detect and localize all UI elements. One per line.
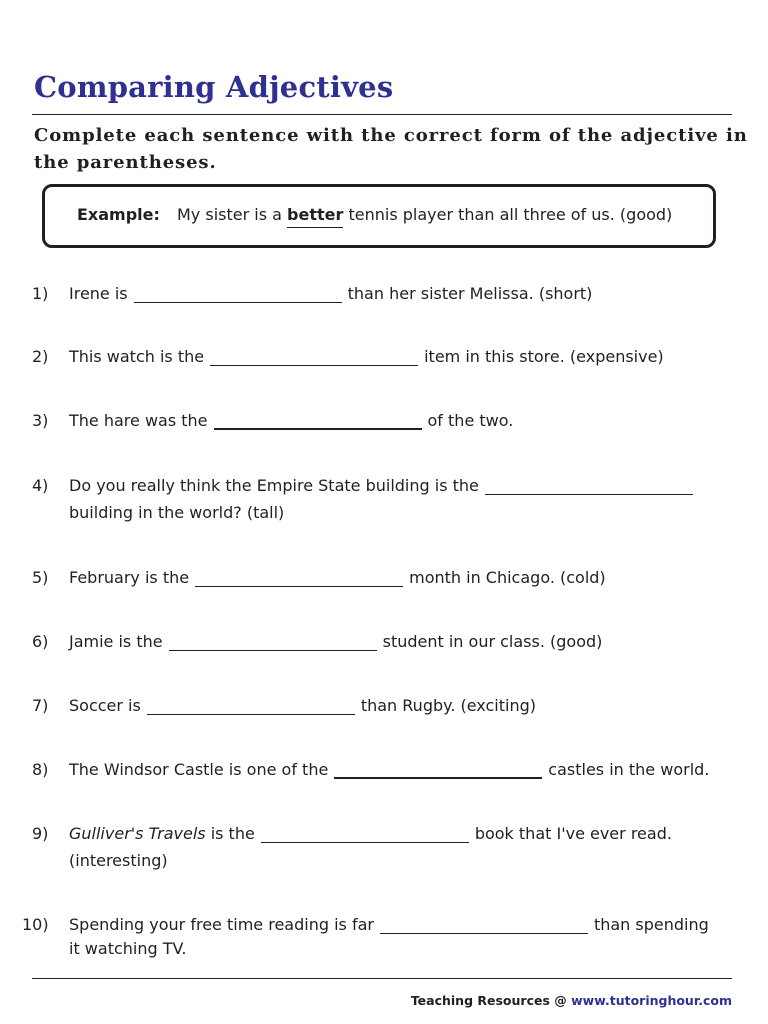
example-answer: better (287, 205, 343, 228)
question-number: 9) (32, 824, 49, 843)
footer (411, 993, 732, 1008)
question-text-after: than Rugby. (exciting) (360, 696, 536, 715)
answer-blank[interactable] (261, 826, 469, 843)
question-text-after: book that I've ever read. (474, 824, 672, 843)
answer-blank[interactable] (334, 761, 542, 779)
question-number: 2) (32, 347, 49, 366)
question-text-line2: building in the world? (tall) (69, 503, 285, 522)
book-title: Gulliver's Travels (69, 824, 206, 843)
example-before: My sister is a (177, 205, 282, 224)
worksheet-title: Comparing Adjectives (34, 70, 394, 104)
example-sentence (77, 205, 672, 228)
question-text-after: student in our class. (good) (382, 632, 603, 651)
question-text (69, 568, 606, 587)
question-text (69, 696, 536, 715)
question-number: 1) (32, 284, 49, 303)
question-text-before: This watch is the (69, 347, 205, 366)
question-text (69, 632, 602, 651)
question-text-before: is the (210, 824, 255, 843)
title-divider (32, 114, 732, 115)
question-text (69, 347, 664, 366)
question-text-after: month in Chicago. (cold) (409, 568, 606, 587)
question-text (69, 411, 513, 430)
example-label: Example: (77, 205, 160, 224)
question-number: 4) (32, 476, 49, 495)
question-text (69, 476, 699, 495)
question-text (69, 915, 709, 934)
footer-label: Teaching Resources @ (410, 993, 567, 1008)
question-text-after: than her sister Melissa. (short) (347, 284, 593, 303)
question-number: 7) (32, 696, 49, 715)
question-text-before: The Windsor Castle is one of the (69, 760, 329, 779)
question-text-before: Irene is (69, 284, 128, 303)
answer-blank[interactable] (485, 478, 693, 495)
question-text-line2: (interesting) (69, 851, 168, 870)
question-text-before: Soccer is (69, 696, 141, 715)
question-number: 8) (32, 760, 49, 779)
question-text-before: Spending your free time reading is far (69, 915, 374, 934)
example-after: tennis player than all three of us. (good) (348, 205, 673, 224)
answer-blank[interactable] (169, 634, 377, 651)
question-text-before: Do you really think the Empire State building is the (69, 476, 479, 495)
answer-blank[interactable] (214, 412, 422, 430)
answer-blank[interactable] (134, 286, 342, 303)
question-number: 6) (32, 632, 49, 651)
footer-link[interactable]: www.tutoringhour.com (571, 993, 732, 1008)
question-text (69, 760, 709, 779)
question-number: 3) (32, 411, 49, 430)
question-number: 10) (22, 915, 49, 934)
answer-blank[interactable] (210, 349, 418, 366)
question-text-before: Jamie is the (69, 632, 163, 651)
question-text-line2: it watching TV. (69, 939, 187, 958)
question-text-after: than spending (593, 915, 709, 934)
answer-blank[interactable] (195, 570, 403, 587)
question-text-after: castles in the world. (548, 760, 710, 779)
question-number: 5) (32, 568, 49, 587)
question-text (69, 824, 672, 843)
answer-blank[interactable] (147, 698, 355, 715)
question-text-after: item in this store. (expensive) (424, 347, 664, 366)
answer-blank[interactable] (380, 917, 588, 934)
instructions: Complete each sentence with the correct form of the adjective in the parentheses. (34, 125, 748, 173)
question-text-after: of the two. (427, 411, 514, 430)
footer-divider (32, 978, 732, 979)
question-text (69, 284, 592, 303)
example-box (42, 184, 716, 248)
question-text-before: The hare was the (69, 411, 208, 430)
question-text-before: February is the (69, 568, 190, 587)
